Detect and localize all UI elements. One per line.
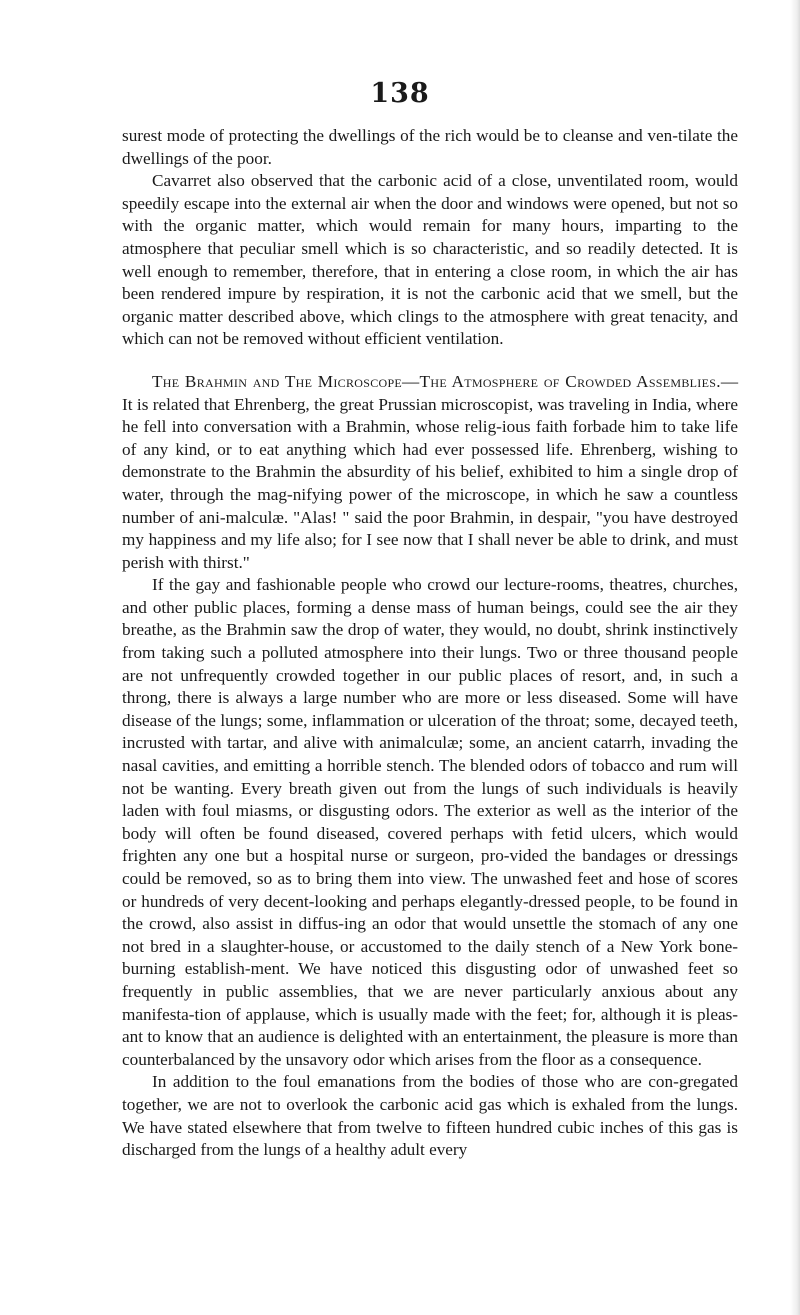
paragraph-carbonic-acid: In addition to the foul emanations from the bodies of those who are con-gregated together, we are not to overlook the carbonic acid gas which is exhaled from the lungs. We have stated elsewhere that from twelve to fifteen hundred cubic inches of this gas is discharged from the lungs of a healthy adult every: [122, 1072, 738, 1160]
paragraph-continued: surest mode of protecting the dwellings of the rich would be to cleanse and ven-tilate the dwellings of the poor.: [122, 126, 738, 168]
paragraph-crowded-assemblies: If the gay and fashionable people who crowd our lecture-rooms, theatres, churches, and other public places, forming a dense mass of human beings, could see the air they breathe, as the Brahmin saw the drop of water, they would, no doubt, shrink instinctively from taking such a polluted atmosphere into their lungs. Two or three thousand people are not unfrequently crowded together in our public places of resort, and, in such a throng, there is always a large number who are more or less diseased. Some will have disease of the lungs; some, inflammation or ulceration of the throat; some, decayed teeth, incrusted with tartar, and alive with animalculæ; some, an ancient catarrh, invading the nasal cavities, and emitting a horrible stench. The blended odors of tobacco and rum will not be wanting. Every breath given out from the lungs of such individuals is heavily laden with foul miasms, or disgusting odors. The exterior as well as the interior of the body will often be found diseased, covered perhaps with fetid ulcers, which would frighten any one but a hospital nurse or surgeon, pro-vided the bandages or dressings could be removed, so as to bring them into view. The unwashed feet and hose of scores or hundreds of very decent-looking and perhaps elegantly-dressed people, to be found in the crowd, also assist in diffus-ing an odor that would unsettle the stomach of any one not bred in a slaughter-house, or accustomed to the daily stench of a New York bone-burning establish-ment. We have noticed this disgusting odor of unwashed feet so frequently in public assemblies, that we are never particularly anxious about any manifesta-tion of applause, which is usually made with the feet; for, although it is pleas-ant to know that an audience is delighted with an entertainment, the pleasure is more than counterbalanced by the unsavory odor which arises from the floor as a consequence.: [122, 575, 738, 1069]
body-text: [122, 125, 738, 1162]
page-number: 138: [370, 78, 430, 109]
paragraph-brahmin-section: [122, 371, 738, 574]
page-edge-shadow: [790, 0, 800, 1315]
section-body-text: —It is related that Ehrenberg, the great Prussian microscopist, was traveling in India, where he fell into conversation with a Brahmin, whose relig-ious faith forbade him to take life of any kind, or to eat anything which had ever possessed life. Ehrenberg, wishing to demonstrate to the Brahmin the absurdity of his belief, exhibited to him a single drop of water, through the mag-nifying power of the microscope, in which he saw a countless number of ani-malculæ. "Alas! " said the poor Brahmin, in despair, "you have destroyed my happiness and my life also; for I see now that I shall never be able to drink, and must perish with thirst.": [122, 371, 738, 572]
section-heading: The Brahmin and The Microscope—The Atmosphere of Crowded Assemblies.: [152, 371, 721, 391]
paragraph-cavarret: Cavarret also observed that the carbonic acid of a close, unventilated room, would speedily escape into the external air when the door and windows were opened, but not so with the organic matter, which would remain for many hours, imparting to the atmosphere that peculiar smell which is so characteristic, and so readily detected. It is well enough to remember, therefore, that in entering a close room, in which the air has been rendered impure by respiration, it is not the carbonic acid that we smell, but the organic matter described above, which clings to the atmosphere with great tenacity, and which can not be removed without efficient ventilation.: [122, 171, 738, 349]
